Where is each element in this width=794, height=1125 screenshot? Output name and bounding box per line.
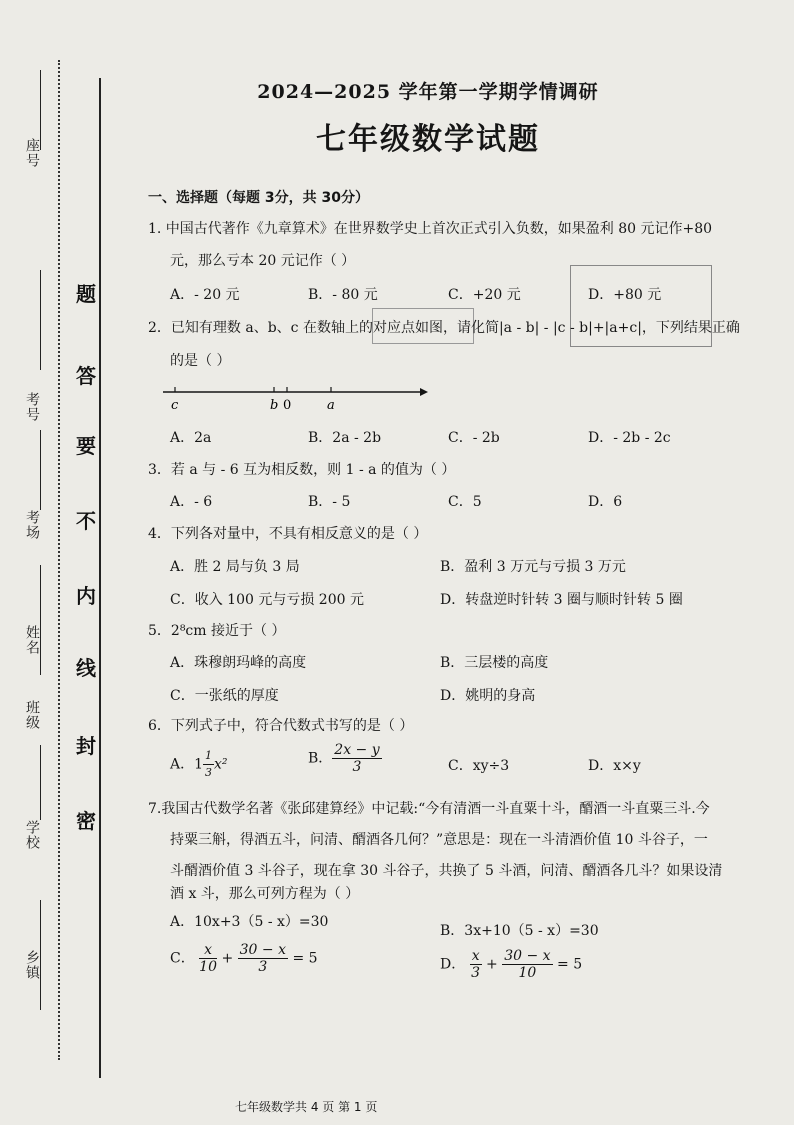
question-3-option-b: B．- 5 [308,494,351,510]
question-6-option-c: C．xy÷3 [448,758,510,774]
option-c-denominator-1: 10 [199,959,217,975]
question-3-option-c: C．5 [448,494,482,510]
option-d-numerator-2: 30 − x [504,948,551,964]
question-1-option-b: B．- 80 元 [308,287,378,303]
class-line [40,565,41,675]
option-c-plus: + [221,950,234,967]
number-line-diagram [158,384,428,414]
option-d-fraction-1 [470,948,482,981]
seal-char-2: 答 [76,364,96,388]
question-1-line2: 元，那么亏本 20 元记作（ ） [170,253,356,269]
option-d-denominator-2: 10 [518,965,537,981]
option-a-fraction [203,748,214,781]
question-7-option-a: A．10x+3（5 - x）=30 [170,914,329,930]
question-2-line1: 2．已知有理数 a、b、c 在数轴上的对应点如图，请化简|a - b| - |c - b|+|a+c|，下列结果正确 [148,320,740,336]
question-5-option-c: C．一张纸的厚度 [170,688,279,704]
option-d-equals: = 5 [557,956,583,973]
seal-char-6: 线 [76,656,96,680]
question-5-option-a: A．珠穆朗玛峰的高度 [170,655,307,671]
question-2-option-b: B．2a - 2b [308,430,382,446]
seal-char-7: 封 [76,734,96,758]
exam-title: 2024—2025 学年第一学期学情调研 [257,81,599,103]
class-label: 班级 [24,700,40,730]
axis-label-c: c [171,398,179,413]
binding-strip [0,0,108,1125]
seal-char-4: 不 [76,509,96,533]
question-5-option-d: D．姚明的身高 [440,688,536,704]
option-c-fraction-1 [199,942,217,975]
option-b-fraction [332,742,381,775]
question-4-option-d: D．转盘逆时针转 3 圈与顺时针转 5 圈 [440,592,683,608]
question-6-option-d: D．x×y [588,758,641,774]
axis-label-a: a [327,398,335,413]
question-6-option-a [170,748,228,781]
option-c-equals: = 5 [292,950,318,967]
question-1-line1: 1. 中国古代著作《九章算术》在世界数学史上首次正式引入负数，如果盈利 80 元记作+80 [148,221,713,237]
axis-label-zero: 0 [283,398,292,413]
option-d-numerator-1: x [471,948,480,964]
question-7-option-b: B．3x+10（5 - x）=30 [440,923,599,939]
question-1-option-c: C．+20 元 [448,287,521,303]
question-7-option-d [440,948,582,981]
section-title: 一、选择题（每题 3分，共 30分） [148,190,369,206]
number-line-arrow [420,388,428,396]
school-label: 学校 [24,820,40,850]
option-c-fraction-2 [238,942,288,975]
page-footer: 七年级数学共 4 页 第 1 页 [235,1100,378,1114]
binding-border-line [99,78,101,1078]
question-2-option-c: C．- 2b [448,430,500,446]
seal-char-3: 要 [76,434,96,458]
question-4-option-a: A．胜 2 局与负 3 局 [170,559,300,575]
axis-label-b: b [270,398,279,413]
question-4-line1: 4．下列各对量中，不具有相反意义的是（ ） [148,526,428,542]
seal-char-5: 内 [76,584,96,608]
option-b-prefix: B． [308,750,333,767]
question-3-option-d: D．6 [588,494,623,510]
option-a-numerator: 1 [203,748,214,765]
question-6-option-b [308,742,382,775]
binding-dotted-line [58,60,60,1060]
exam-room-line [40,430,41,510]
subject-title: 七年级数学试题 [316,122,540,157]
option-a-denominator: 3 [205,766,213,779]
question-3-option-a: A．- 6 [170,494,213,510]
question-2-option-a: A．2a [170,430,212,446]
exam-room-label: 考场 [24,510,40,540]
option-d-denominator-1: 3 [471,965,481,981]
option-c-denominator-2: 3 [258,959,268,975]
seal-char-1: 题 [76,282,96,306]
option-b-numerator: 2x − y [334,742,380,758]
seat-number-label: 座号 [24,138,40,168]
option-c-numerator-2: 30 − x [239,942,286,958]
question-6-line1: 6．下列式子中，符合代数式书写的是（ ） [148,718,414,734]
question-1-option-d: D．+80 元 [588,287,662,303]
exam-number-line [40,270,41,370]
question-5-option-b: B．三层楼的高度 [440,655,549,671]
option-d-prefix: D． [440,956,466,973]
question-2-option-d: D．- 2b - 2c [588,430,671,446]
question-4-option-c: C．收入 100 元与亏损 200 元 [170,592,364,608]
option-a-suffix: x² [214,756,228,773]
question-7-option-c [170,942,318,975]
option-d-plus: + [486,956,498,973]
question-3-line1: 3．若 a 与 - 6 互为相反数，则 1 - a 的值为（ ） [148,462,456,478]
township-label: 乡镇 [24,950,40,980]
option-d-fraction-2 [502,948,552,981]
question-7-line4: 酒 x 斗，那么可列方程为（ ） [170,886,360,902]
school-line [40,745,41,820]
option-c-prefix: C． [170,950,195,967]
seal-char-8: 密 [76,809,96,833]
option-b-denominator: 3 [352,759,362,775]
name-label: 姓名 [24,625,40,655]
question-7-line3: 斗醑酒价值 3 斗谷子，现在拿 30 斗谷子，共换了 5 斗酒，问清、醑酒各几斗？如果设清 [170,863,723,879]
exam-number-label: 考号 [24,392,40,422]
option-a-prefix: A．1 [170,756,204,773]
question-4-option-b: B．盈利 3 万元与亏损 3 万元 [440,559,626,575]
question-7-line2: 持粟三斛，得酒五斗，问清、醑酒各几何？”意思是：现在一斗清酒价值 10 斗谷子，一 [170,832,708,848]
question-7-line1: 7.我国古代数学名著《张邱建算经》中记载:“今有清酒一斗直粟十斗，醑酒一斗直粟三斗.今 [148,801,710,817]
question-5-line1: 5．2⁸cm 接近于（ ） [148,623,286,639]
option-c-numerator-1: x [199,942,217,959]
question-2-line2: 的是（ ） [170,353,231,369]
question-1-option-a: A．- 20 元 [170,287,240,303]
